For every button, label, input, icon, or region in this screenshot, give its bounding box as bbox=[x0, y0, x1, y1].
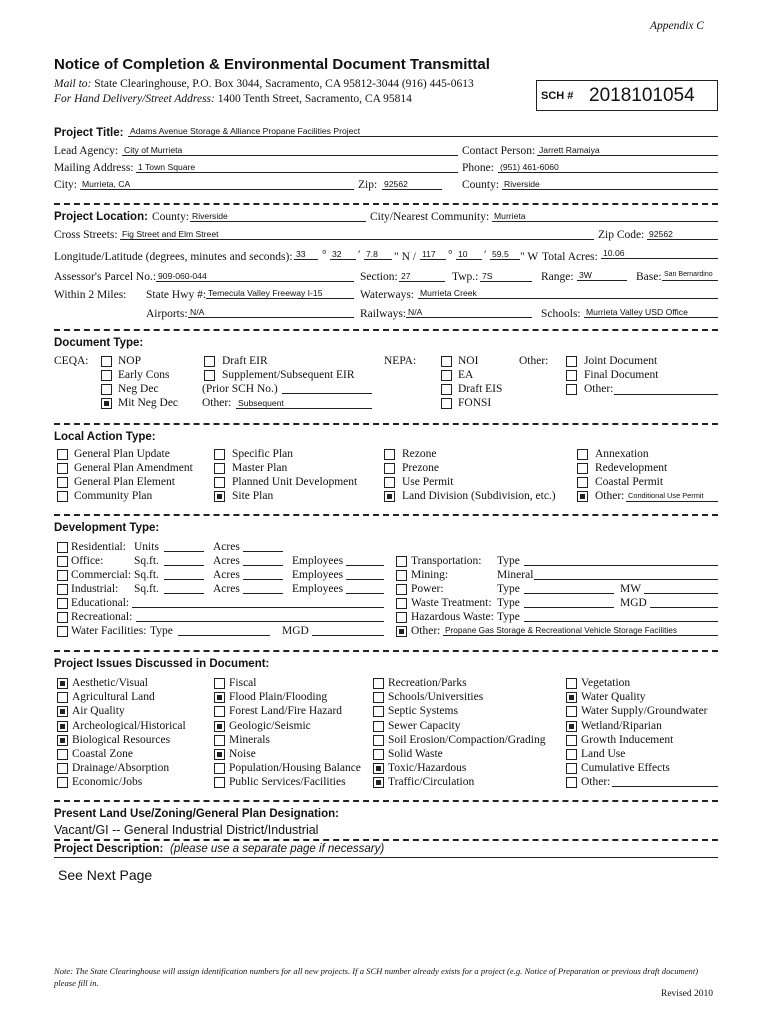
issue-label-soil-erosion-compaction-grading: Soil Erosion/Compaction/Grading bbox=[388, 734, 546, 746]
local-other-label: Other: bbox=[595, 490, 625, 502]
issue-label-air-quality: Air Quality bbox=[72, 705, 125, 717]
county-field[interactable]: Riverside bbox=[502, 179, 718, 190]
document-type-heading: Document Type: bbox=[54, 337, 144, 349]
checkbox-issue-geologic-seismic[interactable] bbox=[214, 721, 225, 732]
cross-streets-field[interactable]: Fig Street and Elm Street bbox=[120, 229, 594, 240]
early-cons-label: Early Cons bbox=[118, 369, 170, 381]
industrial-label: Industrial: bbox=[71, 583, 119, 595]
base-label: Base: bbox=[636, 271, 662, 283]
checkbox-issue-traffic-circulation[interactable] bbox=[373, 777, 384, 788]
checkbox-issue-water-quality[interactable] bbox=[566, 692, 577, 703]
water-facilities-label: Water Facilities: bbox=[71, 625, 147, 637]
checkbox-coastal-permit[interactable] bbox=[577, 477, 588, 488]
issue-label-aesthetic-visual: Aesthetic/Visual bbox=[72, 677, 148, 689]
land-use-heading: Present Land Use/Zoning/General Plan Designation: bbox=[54, 808, 339, 820]
airports-field[interactable]: N/A bbox=[188, 307, 354, 318]
lat-minute-mark: ′ bbox=[358, 249, 361, 261]
checkbox-noi[interactable] bbox=[441, 356, 452, 367]
state-hwy-label: State Hwy #: bbox=[146, 289, 207, 301]
mail-to-label: Mail to: bbox=[54, 78, 92, 90]
issue-label-septic-systems: Septic Systems bbox=[388, 705, 458, 717]
section-divider bbox=[54, 839, 718, 841]
checkbox-issue-air-quality[interactable] bbox=[57, 706, 68, 717]
zip-label: Zip: bbox=[358, 179, 378, 191]
issue-label-cumulative-effects: Cumulative Effects bbox=[581, 762, 670, 774]
sch-label: SCH # bbox=[541, 90, 574, 102]
issue-label-minerals: Minerals bbox=[229, 734, 270, 746]
general-plan-element-label: General Plan Element bbox=[74, 476, 175, 488]
project-description-heading: Project Description: bbox=[54, 843, 164, 855]
mail-to-address: State Clearinghouse, P.O. Box 3044, Sacramento, CA 95812-3044 (916) 445-0613 bbox=[94, 78, 474, 90]
transportation-type-field[interactable] bbox=[524, 555, 718, 566]
prezone-label: Prezone bbox=[402, 462, 440, 474]
dev-other-field[interactable]: Propane Gas Storage & Recreational Vehicle Storage Facilities bbox=[443, 625, 718, 636]
recreational-field[interactable] bbox=[136, 611, 384, 622]
transportation-label: Transportation: bbox=[411, 555, 482, 567]
power-mw-field[interactable] bbox=[644, 583, 718, 594]
checkbox-issue-coastal-zone[interactable] bbox=[57, 749, 68, 760]
master-plan-label: Master Plan bbox=[232, 462, 288, 474]
checkbox-general-plan-element[interactable] bbox=[57, 477, 68, 488]
issue-label-drainage-absorption: Drainage/Absorption bbox=[72, 762, 170, 774]
land-division-label: Land Division (Subdivision, etc.) bbox=[402, 490, 556, 502]
mining-label: Mining: bbox=[411, 569, 449, 581]
issue-label-archeological-historical: Archeological/Historical bbox=[72, 720, 186, 732]
lon-degrees-field[interactable]: 117 bbox=[420, 249, 446, 260]
cross-streets-label: Cross Streets: bbox=[54, 229, 118, 241]
general-plan-amendment-label: General Plan Amendment bbox=[74, 462, 193, 474]
checkbox-issue-cumulative-effects[interactable] bbox=[566, 763, 577, 774]
issue-label-other: Other: bbox=[581, 776, 611, 788]
city-field[interactable]: Murrieta, CA bbox=[80, 179, 354, 190]
ceqa-label: CEQA: bbox=[54, 355, 89, 367]
general-plan-update-label: General Plan Update bbox=[74, 448, 170, 460]
checkbox-master-plan[interactable] bbox=[214, 463, 225, 474]
lat-direction: " N / bbox=[394, 251, 416, 263]
checkbox-issue-toxic-hazardous[interactable] bbox=[373, 763, 384, 774]
checkbox-residential[interactable] bbox=[57, 542, 68, 553]
issue-label-schools-universities: Schools/Universities bbox=[388, 691, 484, 703]
checkbox-issue-vegetation[interactable] bbox=[566, 678, 577, 689]
section-label: Section: bbox=[360, 271, 398, 283]
issue-label-growth-inducement: Growth Inducement bbox=[581, 734, 674, 746]
checkbox-issue-drainage-absorption[interactable] bbox=[57, 763, 68, 774]
checkbox-specific-plan[interactable] bbox=[214, 449, 225, 460]
noi-label: NOI bbox=[458, 355, 479, 367]
checkbox-issue-fiscal[interactable] bbox=[214, 678, 225, 689]
checkbox-hazardous-waste[interactable] bbox=[396, 612, 407, 623]
issue-label-population-housing-balance: Population/Housing Balance bbox=[229, 762, 361, 774]
checkbox-supplemental-eir[interactable] bbox=[204, 370, 215, 381]
ea-label: EA bbox=[458, 369, 474, 381]
industrial-sqft-label: Sq.ft. bbox=[134, 583, 159, 595]
checkbox-transportation[interactable] bbox=[396, 556, 407, 567]
mailing-address-label: Mailing Address: bbox=[54, 162, 134, 174]
development-type-heading: Development Type: bbox=[54, 522, 160, 534]
appendix-label: Appendix C bbox=[650, 20, 704, 32]
railways-field[interactable]: N/A bbox=[406, 307, 532, 318]
draft-eir-label: Draft EIR bbox=[222, 355, 268, 367]
checkbox-issue-other[interactable] bbox=[566, 777, 577, 788]
checkbox-issue-land-use[interactable] bbox=[566, 749, 577, 760]
lat-seconds-field[interactable]: 7.8 bbox=[364, 249, 392, 260]
water-type-field[interactable] bbox=[178, 625, 270, 636]
checkbox-issue-soil-erosion-compaction-grading[interactable] bbox=[373, 735, 384, 746]
revised-label: Revised 2010 bbox=[661, 989, 713, 999]
checkbox-planned-unit-development[interactable] bbox=[214, 477, 225, 488]
dev-other-label: Other: bbox=[411, 625, 441, 637]
checkbox-use-permit[interactable] bbox=[384, 477, 395, 488]
use-permit-label: Use Permit bbox=[402, 476, 454, 488]
checkbox-issue-recreation-parks[interactable] bbox=[373, 678, 384, 689]
issue-label-land-use: Land Use bbox=[581, 748, 626, 760]
checkbox-mining[interactable] bbox=[396, 570, 407, 581]
waterways-field[interactable]: Murrieta Creek bbox=[418, 288, 718, 299]
lon-degree-mark: ° bbox=[448, 249, 453, 261]
transportation-type-label: Type bbox=[497, 555, 520, 567]
land-use-value[interactable]: Vacant/GI -- General Industrial District/Industrial bbox=[54, 823, 319, 837]
nepa-label: NEPA: bbox=[384, 355, 417, 367]
other-document-field[interactable] bbox=[614, 384, 718, 395]
form-title: Notice of Completion & Environmental Document Transmittal bbox=[54, 56, 490, 73]
units-field[interactable] bbox=[164, 541, 204, 552]
phone-label: Phone: bbox=[462, 162, 494, 174]
prior-sch-field[interactable] bbox=[282, 383, 372, 394]
mineral-field[interactable] bbox=[534, 569, 718, 580]
commercial-employees-field[interactable] bbox=[346, 569, 384, 580]
schools-label: Schools: bbox=[541, 308, 581, 320]
section-divider bbox=[54, 514, 718, 516]
township-label: Twp.: bbox=[452, 271, 479, 283]
zip-code-label: Zip Code: bbox=[598, 229, 645, 241]
coastal-permit-label: Coastal Permit bbox=[595, 476, 664, 488]
recreational-label: Recreational: bbox=[71, 611, 133, 623]
residential-acres-label: Acres bbox=[213, 541, 240, 553]
lat-minutes-field[interactable]: 32 bbox=[330, 249, 356, 260]
schools-field[interactable]: Murrieta Valley USD Office bbox=[584, 307, 718, 318]
checkbox-neg-dec[interactable] bbox=[101, 384, 112, 395]
project-issues-heading: Project Issues Discussed in Document: bbox=[54, 658, 270, 670]
annexation-label: Annexation bbox=[595, 448, 649, 460]
community-field[interactable]: Murrieta bbox=[492, 211, 718, 222]
parcel-label: Assessor's Parcel No.: bbox=[54, 271, 157, 283]
lon-seconds-field[interactable]: 59.5 bbox=[490, 249, 520, 260]
city-label: City: bbox=[54, 179, 78, 191]
industrial-employees-field[interactable] bbox=[346, 583, 384, 594]
railways-label: Railways: bbox=[360, 308, 406, 320]
checkbox-redevelopment[interactable] bbox=[577, 463, 588, 474]
lon-minute-mark: ′ bbox=[484, 249, 487, 261]
issue-label-noise: Noise bbox=[229, 748, 256, 760]
industrial-acres-label: Acres bbox=[213, 583, 240, 595]
lon-direction: " W bbox=[520, 251, 539, 263]
checkbox-early-cons[interactable] bbox=[101, 370, 112, 381]
footer-note: Note: The State Clearinghouse will assign identification numbers for all new projects. If a SCH number already exists for a project (e.g. Notice of Preparation or previous draft document) please fill in. bbox=[54, 966, 699, 988]
waste-mgd-field[interactable] bbox=[650, 597, 718, 608]
checkbox-general-plan-update[interactable] bbox=[57, 449, 68, 460]
checkbox-issue-archeological-historical[interactable] bbox=[57, 721, 68, 732]
issue-label-recreation-parks: Recreation/Parks bbox=[388, 677, 467, 689]
waste-mgd-label: MGD bbox=[620, 597, 647, 609]
checkbox-issue-minerals[interactable] bbox=[214, 735, 225, 746]
water-type-label: Type bbox=[150, 625, 173, 637]
office-sqft-field[interactable] bbox=[164, 555, 204, 566]
lon-minutes-field[interactable]: 10 bbox=[456, 249, 482, 260]
checkbox-issue-solid-waste[interactable] bbox=[373, 749, 384, 760]
issue-label-water-supply-groundwater: Water Supply/Groundwater bbox=[581, 705, 708, 717]
sch-number: 2018101054 bbox=[589, 85, 695, 106]
checkbox-water-facilities[interactable] bbox=[57, 626, 68, 637]
issue-label-traffic-circulation: Traffic/Circulation bbox=[388, 776, 475, 788]
checkbox-issue-growth-inducement[interactable] bbox=[566, 735, 577, 746]
range-label: Range: bbox=[541, 271, 574, 283]
waste-treatment-label: Waste Treatment: bbox=[411, 597, 492, 609]
base-field[interactable]: San Bernardino bbox=[662, 270, 718, 281]
neg-dec-label: Neg Dec bbox=[118, 383, 159, 395]
prior-sch-label: (Prior SCH No.) bbox=[202, 383, 278, 395]
issue-label-sewer-capacity: Sewer Capacity bbox=[388, 720, 461, 732]
draft-eis-label: Draft EIS bbox=[458, 383, 503, 395]
sch-number-box bbox=[536, 80, 718, 111]
checkbox-community-plan[interactable] bbox=[57, 491, 68, 502]
section-field[interactable]: 27 bbox=[399, 271, 445, 282]
issue-label-agricultural-land: Agricultural Land bbox=[72, 691, 155, 703]
checkbox-issue-noise[interactable] bbox=[214, 749, 225, 760]
checkbox-prezone[interactable] bbox=[384, 463, 395, 474]
checkbox-industrial[interactable] bbox=[57, 584, 68, 595]
checkbox-fonsi[interactable] bbox=[441, 398, 452, 409]
checkbox-annexation[interactable] bbox=[577, 449, 588, 460]
planned-unit-development-label: Planned Unit Development bbox=[232, 476, 358, 488]
issue-label-vegetation: Vegetation bbox=[581, 677, 631, 689]
project-description-hint: (please use a separate page if necessary) bbox=[170, 843, 385, 855]
residential-acres-field[interactable] bbox=[243, 541, 283, 552]
doc-other-field[interactable]: Subsequent bbox=[236, 398, 372, 409]
checkbox-general-plan-amendment[interactable] bbox=[57, 463, 68, 474]
checkbox-issue-biological-resources[interactable] bbox=[57, 735, 68, 746]
issue-label-biological-resources: Biological Resources bbox=[72, 734, 171, 746]
hazardous-waste-label: Hazardous Waste: bbox=[411, 611, 494, 623]
airports-label: Airports: bbox=[146, 308, 188, 320]
lead-agency-field[interactable]: City of Murrieta bbox=[122, 145, 458, 156]
project-title-label: Project Title: bbox=[54, 127, 124, 139]
industrial-acres-field[interactable] bbox=[243, 583, 283, 594]
issue-label-forest-land-fire-hazard: Forest Land/Fire Hazard bbox=[229, 705, 343, 717]
within-two-miles-label: Within 2 Miles: bbox=[54, 289, 127, 301]
issue-label-wetland-riparian: Wetland/Riparian bbox=[581, 720, 662, 732]
commercial-label: Commercial: bbox=[71, 569, 132, 581]
other-document-label: Other: bbox=[584, 383, 614, 395]
issue-label-flood-plain-flooding: Flood Plain/Flooding bbox=[229, 691, 328, 703]
checkbox-issue-forest-land-fire-hazard[interactable] bbox=[214, 706, 225, 717]
checkbox-issue-economic-jobs[interactable] bbox=[57, 777, 68, 788]
redevelopment-label: Redevelopment bbox=[595, 462, 668, 474]
issues-other-field[interactable] bbox=[612, 776, 718, 787]
checkbox-issue-aesthetic-visual[interactable] bbox=[57, 678, 68, 689]
rezone-label: Rezone bbox=[402, 448, 437, 460]
checkbox-site-plan[interactable] bbox=[214, 491, 225, 502]
section-divider bbox=[54, 800, 718, 802]
checkbox-issue-septic-systems[interactable] bbox=[373, 706, 384, 717]
checkbox-mit-neg-dec[interactable] bbox=[101, 398, 112, 409]
other-doc-label: Other: bbox=[519, 355, 549, 367]
issue-label-public-services-facilities: Public Services/Facilities bbox=[229, 776, 346, 788]
issue-label-geologic-seismic: Geologic/Seismic bbox=[229, 720, 311, 732]
final-document-label: Final Document bbox=[584, 369, 659, 381]
water-mgd-label: MGD bbox=[282, 625, 309, 637]
parcel-field[interactable]: 909-060-044 bbox=[156, 271, 354, 282]
issue-label-coastal-zone: Coastal Zone bbox=[72, 748, 133, 760]
checkbox-issue-sewer-capacity[interactable] bbox=[373, 721, 384, 732]
power-label: Power: bbox=[411, 583, 444, 595]
doc-other-label: Other: bbox=[202, 397, 232, 409]
checkbox-final-document[interactable] bbox=[566, 370, 577, 381]
local-other-field[interactable]: Conditional Use Permit bbox=[626, 491, 718, 502]
section-divider bbox=[54, 329, 718, 331]
checkbox-power[interactable] bbox=[396, 584, 407, 595]
checkbox-issue-schools-universities[interactable] bbox=[373, 692, 384, 703]
checkbox-commercial[interactable] bbox=[57, 570, 68, 581]
educational-label: Educational: bbox=[71, 597, 130, 609]
checkbox-issue-population-housing-balance[interactable] bbox=[214, 763, 225, 774]
community-label: City/Nearest Community: bbox=[370, 211, 490, 223]
location-county-label: County: bbox=[152, 211, 190, 223]
waste-type-label: Type bbox=[497, 597, 520, 609]
range-field[interactable]: 3W bbox=[577, 270, 627, 281]
waterways-label: Waterways: bbox=[360, 289, 414, 301]
lead-agency-label: Lead Agency: bbox=[54, 145, 119, 157]
checkbox-issue-wetland-riparian[interactable] bbox=[566, 721, 577, 732]
units-label: Units bbox=[134, 541, 159, 553]
mail-to-line bbox=[54, 78, 474, 91]
specific-plan-label: Specific Plan bbox=[232, 448, 293, 460]
issue-label-toxic-hazardous: Toxic/Hazardous bbox=[388, 762, 467, 774]
project-description-value[interactable]: See Next Page bbox=[58, 867, 153, 883]
checkbox-rezone[interactable] bbox=[384, 449, 395, 460]
waste-type-field[interactable] bbox=[524, 597, 614, 608]
section-divider bbox=[54, 203, 718, 205]
nop-label: NOP bbox=[118, 355, 142, 367]
checkbox-office[interactable] bbox=[57, 556, 68, 567]
total-acres-label: Total Acres: bbox=[542, 251, 598, 263]
issue-label-water-quality: Water Quality bbox=[581, 691, 646, 703]
hand-delivery-label: For Hand Delivery/Street Address: bbox=[54, 93, 215, 105]
educational-field[interactable] bbox=[132, 597, 384, 608]
total-acres-field[interactable]: 10.06 bbox=[601, 248, 718, 259]
office-sqft-label: Sq.ft. bbox=[134, 555, 159, 567]
industrial-sqft-field[interactable] bbox=[164, 583, 204, 594]
checkbox-recreational[interactable] bbox=[57, 612, 68, 623]
power-mw-label: MW bbox=[620, 583, 642, 595]
checkbox-land-division[interactable] bbox=[384, 491, 395, 502]
checkbox-draft-eis[interactable] bbox=[441, 384, 452, 395]
checkbox-issue-water-supply-groundwater[interactable] bbox=[566, 706, 577, 717]
checkbox-joint-document[interactable] bbox=[566, 356, 577, 367]
county-label: County: bbox=[462, 179, 500, 191]
contact-person-label: Contact Person: bbox=[462, 145, 536, 157]
lat-long-label: Longitude/Latitude (degrees, minutes and seconds): bbox=[54, 251, 293, 263]
hand-delivery-line bbox=[54, 93, 412, 106]
water-mgd-field[interactable] bbox=[312, 625, 384, 636]
checkbox-waste-treatment[interactable] bbox=[396, 598, 407, 609]
section-divider bbox=[54, 423, 718, 425]
commercial-sqft-field[interactable] bbox=[164, 569, 204, 580]
hazardous-type-field[interactable] bbox=[524, 611, 718, 622]
site-plan-label: Site Plan bbox=[232, 490, 274, 502]
power-type-label: Type bbox=[497, 583, 520, 595]
office-acres-label: Acres bbox=[213, 555, 240, 567]
checkbox-issue-agricultural-land[interactable] bbox=[57, 692, 68, 703]
checkbox-draft-eir[interactable] bbox=[204, 356, 215, 367]
office-label: Office: bbox=[71, 555, 104, 567]
hazardous-type-label: Type bbox=[497, 611, 520, 623]
township-field[interactable]: 7S bbox=[480, 271, 532, 282]
commercial-acres-label: Acres bbox=[213, 569, 240, 581]
mailing-address-field[interactable]: 1 Town Square bbox=[136, 162, 458, 173]
lat-degrees-field[interactable]: 33 bbox=[294, 249, 318, 260]
office-acres-field[interactable] bbox=[243, 555, 283, 566]
zip-field[interactable]: 92562 bbox=[382, 179, 442, 190]
power-type-field[interactable] bbox=[524, 583, 614, 594]
supplemental-eir-label: Supplement/Subsequent EIR bbox=[222, 369, 355, 381]
office-employees-label: Employees bbox=[292, 555, 344, 567]
issue-label-economic-jobs: Economic/Jobs bbox=[72, 776, 143, 788]
lat-degree-mark: ° bbox=[322, 249, 327, 261]
checkbox-nop[interactable] bbox=[101, 356, 112, 367]
mit-neg-dec-label: Mit Neg Dec bbox=[118, 397, 179, 409]
checkbox-dev-other[interactable] bbox=[396, 626, 407, 637]
fonsi-label: FONSI bbox=[458, 397, 492, 409]
issue-label-solid-waste: Solid Waste bbox=[388, 748, 443, 760]
checkbox-issue-flood-plain-flooding[interactable] bbox=[214, 692, 225, 703]
joint-document-label: Joint Document bbox=[584, 355, 658, 367]
checkbox-educational[interactable] bbox=[57, 598, 68, 609]
local-action-heading: Local Action Type: bbox=[54, 431, 156, 443]
contact-person-field[interactable]: Jarrett Ramaiya bbox=[537, 145, 718, 156]
commercial-acres-field[interactable] bbox=[243, 569, 283, 580]
checkbox-other-document[interactable] bbox=[566, 384, 577, 395]
office-employees-field[interactable] bbox=[346, 555, 384, 566]
residential-label: Residential: bbox=[71, 541, 126, 553]
zip-code-field[interactable]: 92562 bbox=[647, 229, 718, 240]
state-hwy-field[interactable]: Temecula Valley Freeway I-15 bbox=[206, 288, 354, 299]
commercial-sqft-label: Sq.ft. bbox=[134, 569, 159, 581]
mineral-label: Mineral bbox=[497, 569, 534, 581]
checkbox-issue-public-services-facilities[interactable] bbox=[214, 777, 225, 788]
checkbox-local-other[interactable] bbox=[577, 491, 588, 502]
commercial-employees-label: Employees bbox=[292, 569, 344, 581]
section-divider bbox=[54, 650, 718, 652]
location-county-field[interactable]: Riverside bbox=[190, 211, 366, 222]
issue-label-fiscal: Fiscal bbox=[229, 677, 257, 689]
project-location-heading: Project Location: bbox=[54, 211, 148, 223]
description-divider bbox=[54, 857, 718, 858]
phone-field[interactable]: (951) 461-6060 bbox=[498, 162, 718, 173]
industrial-employees-label: Employees bbox=[292, 583, 344, 595]
community-plan-label: Community Plan bbox=[74, 490, 153, 502]
project-title-field[interactable]: Adams Avenue Storage & Alliance Propane Facilities Project bbox=[128, 126, 718, 137]
checkbox-ea[interactable] bbox=[441, 370, 452, 381]
hand-delivery-address: 1400 Tenth Street, Sacramento, CA 95814 bbox=[217, 93, 412, 105]
